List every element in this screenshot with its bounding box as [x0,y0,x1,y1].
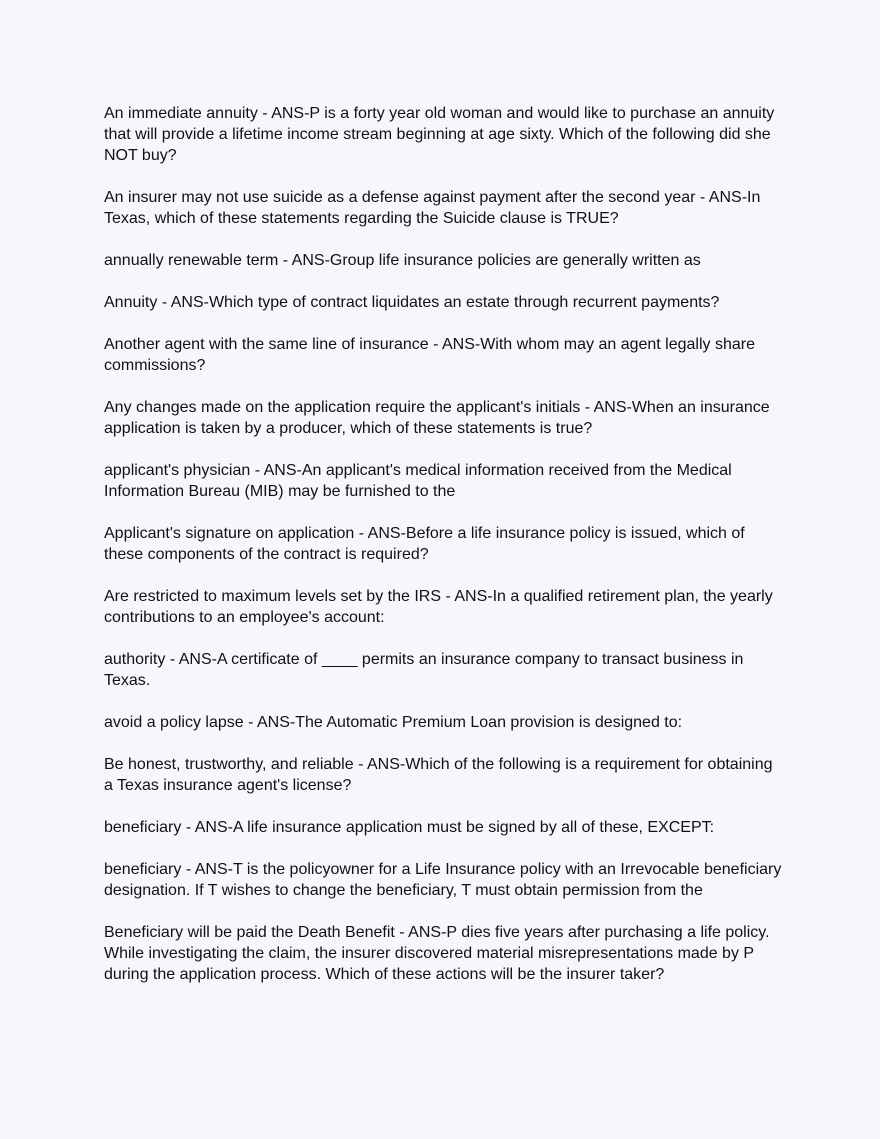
ans-separator: - ANS- [580,399,632,416]
question-text: Group life insurance policies are generally written as [329,252,701,269]
ans-separator: - ANS- [243,714,296,731]
ans-separator: - ANS- [157,294,209,311]
question-text: Which type of contract liquidates an estate through recurrent payments? [208,294,720,311]
answer-text: annually renewable term [104,252,279,269]
ans-separator: - ANS- [695,189,748,206]
answer-text: An immediate annuity [104,105,258,122]
question-text: T is the policyowner for a Life Insurance policy with an Irrevocable beneficiary designation. If T wishes to change the beneficiary, T must obtain permission from the [104,861,782,899]
qa-entry [104,250,784,271]
ans-separator: - ANS- [257,105,310,122]
qa-entry [104,292,784,313]
ans-separator: - ANS- [181,819,233,836]
answer-text: authority [104,651,166,668]
question-text: Before a life insurance policy is issued, which of these components of the contract is required? [104,525,745,563]
ans-separator: - ANS- [181,861,233,878]
answer-text: Annuity [104,294,158,311]
ans-separator: - ANS- [394,924,447,941]
question-text: A life insurance application must be signed by all of these, EXCEPT: [232,819,715,836]
qa-entry [104,649,784,691]
ans-separator: - ANS- [441,588,493,605]
question-text: A certificate of ____ permits an insurance company to transact business in Texas. [104,651,744,689]
question-text: With whom may an agent legally share commissions? [104,336,755,374]
answer-text: Are restricted to maximum levels set by the IRS [104,588,441,605]
ans-separator: - ANS- [250,462,302,479]
question-text: In Texas, which of these statements regarding the Suicide clause is TRUE? [104,189,761,227]
question-text: An applicant's medical information received from the Medical Information Bureau (MIB) may be furnished to the [104,462,732,500]
qa-entry [104,817,784,838]
answer-text: Applicant's signature on application [104,525,355,542]
question-text: The Automatic Premium Loan provision is designed to: [295,714,683,731]
ans-separator: - ANS- [428,336,481,353]
question-text: P is a forty year old woman and would like to purchase an annuity that will provide a lifetime income stream beginning at age sixty. Which of the following did she NOT buy? [104,105,775,164]
ans-separator: - ANS- [278,252,330,269]
qa-entry [104,334,784,376]
question-text: Which of the following is a requirement for obtaining a Texas insurance agent's license? [104,756,773,794]
question-text: When an insurance application is taken by a producer, which of these statements is true? [104,399,770,437]
answer-text: Be honest, trustworthy, and reliable [104,756,354,773]
answer-text: An insurer may not use suicide as a defense against payment after the second year [104,189,696,206]
answer-text: Any changes made on the application require the applicant's initials [104,399,581,416]
qa-entry [104,586,784,628]
qa-entry [104,523,784,565]
answer-text: applicant's physician [104,462,251,479]
answer-text: avoid a policy lapse [104,714,244,731]
document-page [104,103,784,1006]
answer-text: Another agent with the same line of insurance [104,336,429,353]
question-text: In a qualified retirement plan, the yearly contributions to an employee's account: [104,588,773,626]
ans-separator: - ANS- [354,525,406,542]
qa-entry [104,754,784,796]
qa-entry [104,922,784,985]
ans-separator: - ANS- [353,756,406,773]
answer-text: beneficiary [104,861,182,878]
qa-entry [104,397,784,439]
question-text: P dies five years after purchasing a life policy. While investigating the claim, the insurer discovered material misrepresentations made by P during the application process. Which of these actions will be the insurer taker? [104,924,770,983]
ans-separator: - ANS- [165,651,217,668]
qa-entry [104,460,784,502]
qa-entry [104,859,784,901]
qa-entry [104,187,784,229]
qa-entry [104,103,784,166]
answer-text: Beneficiary will be paid the Death Benefit [104,924,395,941]
qa-entry [104,712,784,733]
answer-text: beneficiary [104,819,182,836]
